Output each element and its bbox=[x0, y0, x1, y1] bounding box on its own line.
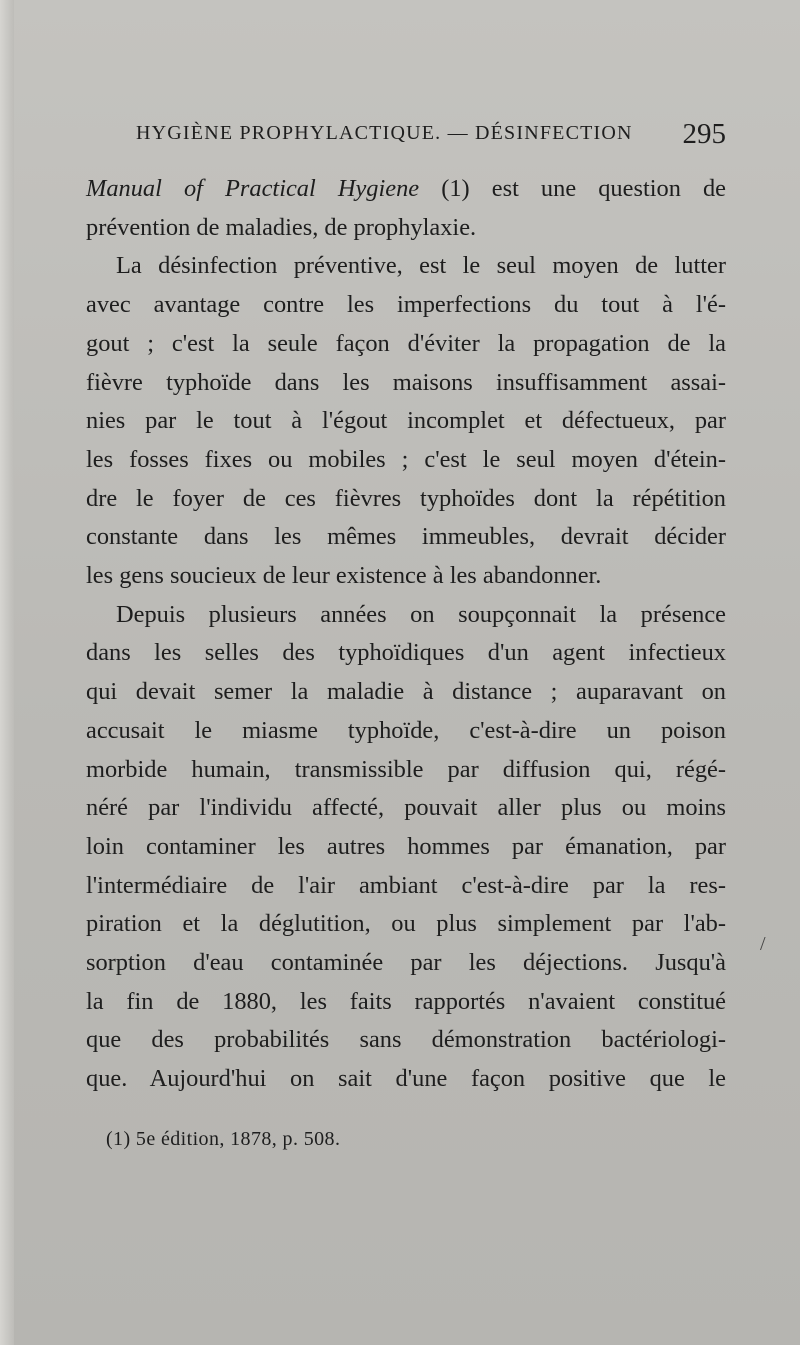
page-number: 295 bbox=[682, 118, 726, 150]
text-line bbox=[86, 170, 726, 209]
text-line: sorption d'eau contaminée par les déjections. Jusqu'à bbox=[86, 949, 726, 977]
text-line: l'intermédiaire de l'air ambiant c'est-à-dire par la res- bbox=[86, 871, 726, 899]
text-line: piration et la déglutition, ou plus simplement par l'ab- bbox=[86, 910, 726, 938]
page-header bbox=[136, 118, 736, 158]
text-line: La désinfection préventive, est le seul moyen de lutter bbox=[116, 252, 726, 280]
margin-mark: / bbox=[760, 933, 766, 955]
text-line: avec avantage contre les imperfections du tout à l'é- bbox=[86, 291, 726, 319]
text-fragment: (1) est une question de bbox=[419, 175, 726, 202]
text-line: dre le foyer de ces fièvres typhoïdes dont la répétition bbox=[86, 484, 726, 512]
text-line: morbide humain, transmissible par diffusion qui, régé- bbox=[86, 755, 726, 783]
text-line: nies par le tout à l'égout incomplet et défectueux, par bbox=[86, 407, 726, 435]
footnote: (1) 5e édition, 1878, p. 508. bbox=[106, 1128, 341, 1150]
body-text bbox=[86, 170, 726, 1099]
text-line: constante dans les mêmes immeubles, devrait décider bbox=[86, 523, 726, 551]
text-line: accusait le miasme typhoïde, c'est-à-dire un poison bbox=[86, 716, 726, 744]
text-line: gout ; c'est la seule façon d'éviter la propagation de la bbox=[86, 329, 726, 357]
text-line: fièvre typhoïde dans les maisons insuffisamment assai- bbox=[86, 368, 726, 396]
text-line: la fin de 1880, les faits rapportés n'avaient constitué bbox=[86, 987, 726, 1015]
text-line: que. Aujourd'hui on sait d'une façon positive que le bbox=[86, 1065, 726, 1093]
page-edge-shadow bbox=[0, 0, 14, 1345]
text-line: loin contaminer les autres hommes par émanation, par bbox=[86, 832, 726, 860]
text-line: dans les selles des typhoïdiques d'un agent infectieux bbox=[86, 639, 726, 667]
text-line: qui devait semer la maladie à distance ; auparavant on bbox=[86, 678, 726, 706]
text-line: les fosses fixes ou mobiles ; c'est le seul moyen d'étein- bbox=[86, 445, 726, 473]
text-line: néré par l'individu affecté, pouvait aller plus ou moins bbox=[86, 794, 726, 822]
text-line: prévention de maladies, de prophylaxie. bbox=[86, 213, 477, 241]
text-line: les gens soucieux de leur existence à les abandonner. bbox=[86, 562, 602, 590]
book-title: Manual of Practical Hygiene bbox=[86, 175, 420, 202]
text-line: que des probabilités sans démonstration bactériologi- bbox=[86, 1026, 726, 1054]
running-head: HYGIÈNE PROPHYLACTIQUE. — DÉSINFECTION bbox=[136, 122, 633, 144]
text-line: Depuis plusieurs années on soupçonnait la présence bbox=[116, 600, 726, 628]
